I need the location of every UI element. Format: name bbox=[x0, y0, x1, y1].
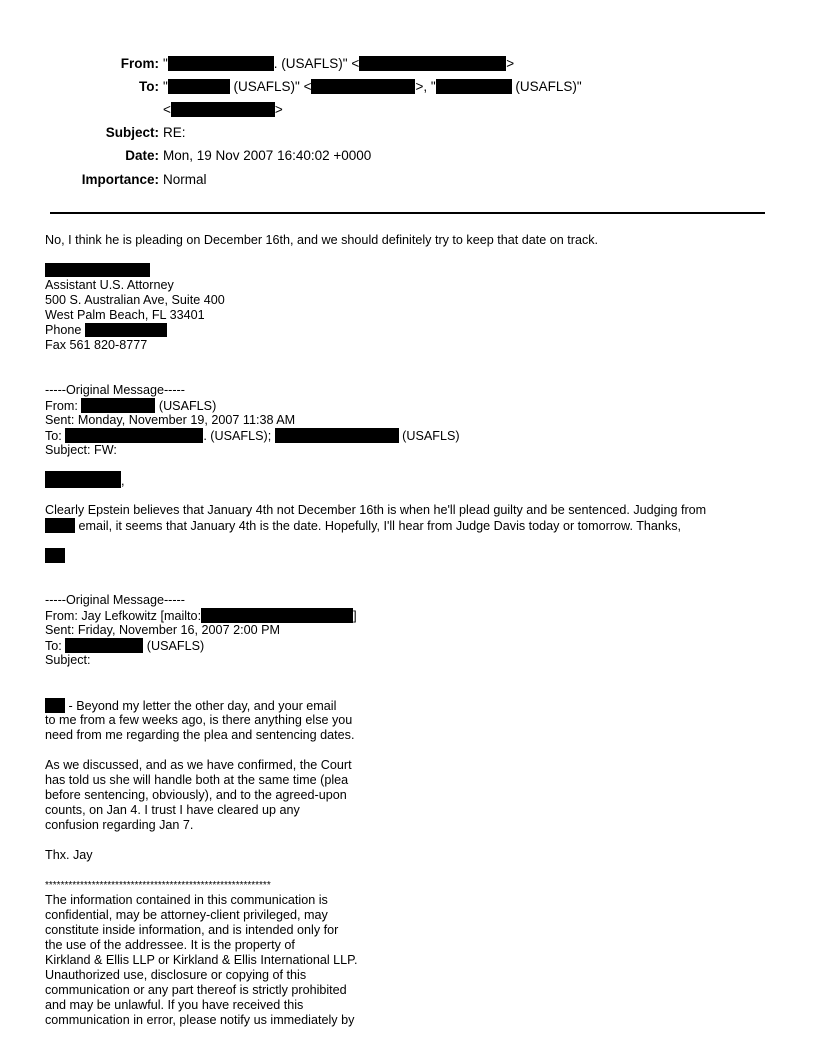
disclaimer-line: confidential, may be attorney-client privileged, may bbox=[45, 908, 328, 922]
header-to bbox=[0, 77, 816, 97]
text: ] bbox=[353, 609, 357, 623]
redaction bbox=[45, 518, 75, 533]
redaction bbox=[45, 471, 121, 488]
text: (USAFLS)" bbox=[511, 79, 582, 94]
text: To: bbox=[45, 639, 66, 653]
text: . (USAFLS)" < bbox=[273, 56, 360, 71]
subject-line: Subject: bbox=[45, 653, 91, 667]
disclaimer-line: the use of the addressee. It is the property of bbox=[45, 938, 295, 952]
text: " bbox=[163, 56, 168, 71]
sig-line: Phone bbox=[45, 323, 85, 337]
text: , bbox=[121, 474, 125, 488]
to-label: To: bbox=[139, 79, 159, 94]
sig-line: 500 S. Australian Ave, Suite 400 bbox=[45, 293, 225, 307]
redaction bbox=[275, 428, 399, 443]
body-line: confusion regarding Jan 7. bbox=[45, 818, 194, 832]
redaction bbox=[65, 428, 203, 443]
text: From: Jay Lefkowitz [mailto: bbox=[45, 609, 202, 623]
body-line: email, it seems that January 4th is the date. Hopefully, I'll hear from Judge Davis today or tomorrow. Thanks, bbox=[75, 519, 682, 533]
disclaimer-line: communication or any part thereof is strictly prohibited bbox=[45, 983, 347, 997]
sig-line: Assistant U.S. Attorney bbox=[45, 278, 174, 292]
subject-value: RE: bbox=[163, 125, 186, 140]
sent-line: Sent: Monday, November 19, 2007 11:38 AM bbox=[45, 413, 296, 427]
redaction bbox=[171, 102, 275, 117]
disclaimer-line: Kirkland & Ellis LLP or Kirkland & Ellis International LLP. bbox=[45, 953, 358, 967]
body-line: - Beyond my letter the other day, and your email bbox=[65, 699, 337, 713]
text: > bbox=[506, 56, 515, 71]
text: (USAFLS) bbox=[155, 399, 217, 413]
header-subject bbox=[0, 123, 816, 143]
redaction bbox=[436, 79, 512, 94]
sig-line: West Palm Beach, FL 33401 bbox=[45, 308, 205, 322]
subject-label: Subject: bbox=[105, 125, 159, 140]
body-line: has told us she will handle both at the same time (plea bbox=[45, 773, 349, 787]
disclaimer-line: Unauthorized use, disclosure or copying of this bbox=[45, 968, 307, 982]
body-line: counts, on Jan 4. I trust I have cleared up any bbox=[45, 803, 300, 817]
text: (USAFLS)" < bbox=[229, 79, 312, 94]
reply-text: No, I think he is pleading on December 16th, and we should definitely try to keep that date on track. bbox=[45, 233, 599, 247]
text: (USAFLS) bbox=[398, 429, 460, 443]
redaction bbox=[45, 548, 65, 563]
body-line: to me from a few weeks ago, is there anything else you bbox=[45, 713, 353, 727]
importance-value: Normal bbox=[163, 172, 207, 187]
text: >, " bbox=[415, 79, 436, 94]
header-divider bbox=[50, 212, 765, 214]
original-message-separator: -----Original Message----- bbox=[45, 383, 185, 397]
signoff: Thx. Jay bbox=[45, 848, 93, 862]
redaction bbox=[65, 638, 143, 653]
redaction bbox=[168, 79, 230, 94]
reply-body bbox=[45, 233, 706, 1028]
text: > bbox=[274, 102, 283, 117]
disclaimer-line: constitute inside information, and is intended only for bbox=[45, 923, 339, 937]
text: From: bbox=[45, 399, 82, 413]
body-line: Clearly Epstein believes that January 4th not December 16th is when he'll plead guilty and be sentenced. Judging from bbox=[45, 503, 707, 517]
importance-label: Importance: bbox=[81, 172, 159, 187]
disclaimer-line: The information contained in this communication is bbox=[45, 893, 328, 907]
redaction bbox=[45, 698, 65, 713]
header-from bbox=[0, 54, 816, 74]
redaction bbox=[45, 263, 150, 277]
original-message-separator: -----Original Message----- bbox=[45, 593, 185, 607]
text: To: bbox=[45, 429, 66, 443]
text: " bbox=[163, 79, 168, 94]
redaction bbox=[81, 398, 155, 413]
text: < bbox=[163, 102, 171, 117]
redaction bbox=[85, 323, 167, 337]
redaction bbox=[201, 608, 353, 623]
sent-line: Sent: Friday, November 16, 2007 2:00 PM bbox=[45, 623, 280, 637]
body-line: As we discussed, and as we have confirmed, the Court bbox=[45, 758, 352, 772]
header-date bbox=[0, 146, 816, 166]
redaction bbox=[359, 56, 506, 71]
redaction bbox=[168, 56, 274, 71]
header-importance bbox=[0, 170, 816, 190]
text: (USAFLS) bbox=[143, 639, 205, 653]
body-line: before sentencing, obviously), and to the agreed-upon bbox=[45, 788, 347, 802]
body-line: need from me regarding the plea and sentencing dates. bbox=[45, 728, 355, 742]
redaction bbox=[311, 79, 415, 94]
date-value: Mon, 19 Nov 2007 16:40:02 +0000 bbox=[163, 148, 372, 163]
disclaimer-separator: ********************************************************** bbox=[45, 880, 271, 891]
date-label: Date: bbox=[125, 148, 159, 163]
from-label: From: bbox=[120, 56, 159, 71]
disclaimer-line: and may be unlawful. If you have received this bbox=[45, 998, 304, 1012]
subject-line: Subject: FW: bbox=[45, 443, 117, 457]
sig-line: Fax 561 820-8777 bbox=[45, 338, 148, 352]
header-to-cont bbox=[0, 100, 816, 120]
disclaimer-line: communication in error, please notify us immediately by bbox=[45, 1013, 355, 1027]
text: . (USAFLS); bbox=[203, 429, 275, 443]
